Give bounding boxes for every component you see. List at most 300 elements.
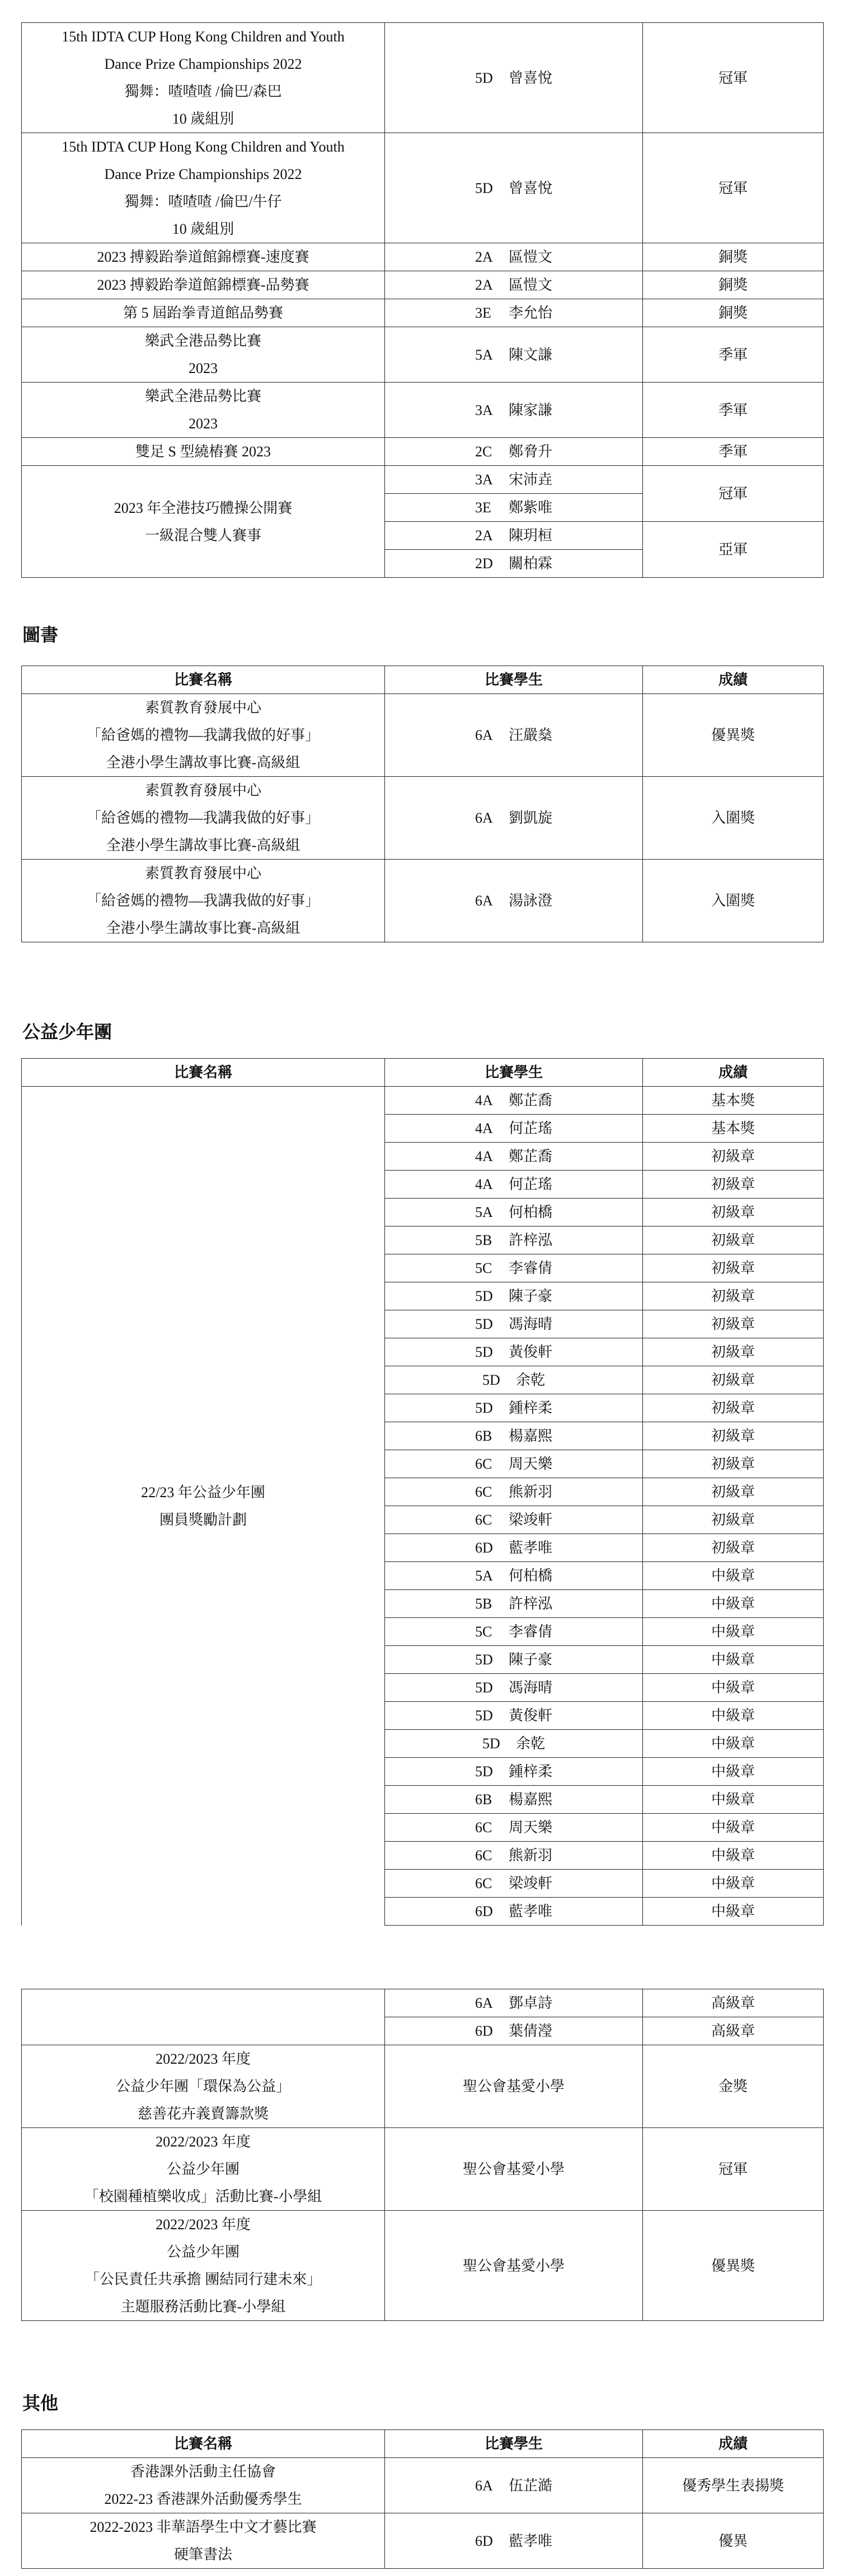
student-name: 宋沛垚	[508, 471, 552, 488]
student-name: 馮海晴	[508, 1679, 552, 1696]
result-cell: 初級章	[643, 1534, 824, 1562]
competition-name	[22, 438, 385, 466]
competition-name	[22, 2045, 385, 2128]
student-cell	[385, 550, 643, 578]
student-cell	[385, 494, 643, 522]
awards-table-sports	[21, 22, 824, 578]
text-line: 團員獎勵計劃	[159, 1511, 247, 1528]
student-cell	[385, 1562, 643, 1590]
competition-name	[22, 466, 385, 578]
result-cell: 高級章	[643, 1989, 824, 2017]
result-cell: 季軍	[643, 438, 824, 466]
result-cell: 優異獎	[643, 694, 824, 777]
result-cell: 基本獎	[643, 1115, 824, 1143]
result-cell: 優秀學生表揚獎	[643, 2458, 824, 2513]
result-cell: 入圍獎	[643, 777, 824, 860]
student-class: 5D	[482, 1735, 500, 1752]
student-cell: 聖公會基愛小學	[385, 2211, 643, 2321]
student-cell	[385, 1422, 643, 1450]
header-student: 比賽學生	[385, 2430, 643, 2458]
student-name: 曾喜悅	[508, 69, 552, 86]
text-line: 「校園種植樂收成」活動比賽-小學組	[84, 2188, 322, 2205]
student-cell	[385, 2458, 643, 2513]
header-result: 成績	[643, 666, 824, 694]
section-title-library: 圖書	[22, 624, 59, 645]
student-name: 陳文謙	[508, 346, 552, 363]
table-row	[22, 2458, 824, 2513]
text-line: 22/23 年公益少年團	[141, 1484, 265, 1501]
table-row	[22, 2128, 824, 2211]
header-row	[22, 666, 824, 694]
student-name: 陳玥桓	[508, 527, 552, 544]
student-cell	[385, 1702, 643, 1730]
text-line: 樂武全港品勢比賽	[144, 333, 261, 349]
competition-name	[22, 327, 385, 383]
result-cell: 冠軍	[643, 466, 824, 522]
student-cell	[385, 1171, 643, 1199]
student-class: 5B	[475, 1232, 492, 1248]
competition-name	[22, 860, 385, 942]
table-row	[22, 23, 824, 133]
result-cell: 初級章	[643, 1254, 824, 1282]
student-class: 5D	[475, 1400, 493, 1416]
student-name: 梁竣軒	[508, 1512, 552, 1528]
student-cell	[385, 1786, 643, 1814]
text-line: 2023 搏毅跆拳道館錦標賽-速度賽	[97, 249, 309, 265]
result-cell: 中級章	[643, 1786, 824, 1814]
student-cell	[385, 1534, 643, 1562]
awards-table-library	[21, 666, 824, 942]
table-row	[22, 271, 824, 299]
text-line: 15th IDTA CUP Hong Kong Children and Youth	[62, 139, 345, 155]
student-class: 2A	[475, 527, 493, 544]
student-class: 6A	[475, 1995, 493, 2011]
competition-name	[22, 2128, 385, 2211]
student-name: 陳家謙	[508, 402, 552, 418]
student-cell	[385, 1394, 643, 1422]
result-cell: 中級章	[643, 1842, 824, 1870]
student-name: 汪嚴燊	[508, 727, 552, 743]
competition-name	[22, 383, 385, 438]
result-cell: 中級章	[643, 1814, 824, 1842]
student-cell	[385, 1366, 643, 1394]
header-competition-name: 比賽名稱	[22, 2430, 385, 2458]
student-class: 5D	[475, 1707, 493, 1724]
student-name: 何柏橋	[508, 1204, 552, 1220]
table-row	[22, 777, 824, 860]
text-line: 全港小學生講故事比賽-高級組	[106, 920, 300, 936]
result-cell: 中級章	[643, 1898, 824, 1926]
student-class: 2C	[475, 444, 492, 460]
result-cell: 銅獎	[643, 299, 824, 327]
result-cell: 中級章	[643, 1646, 824, 1674]
student-name: 劉凱旋	[508, 810, 552, 826]
text-line: 素質教育發展中心	[144, 700, 261, 716]
student-cell	[385, 1730, 643, 1758]
table-row	[22, 299, 824, 327]
student-name: 鍾梓柔	[508, 1400, 552, 1416]
student-name: 黃俊軒	[508, 1344, 552, 1360]
competition-name	[22, 1087, 385, 1926]
student-cell	[385, 2513, 643, 2569]
result-cell: 中級章	[643, 1758, 824, 1786]
student-class: 5C	[475, 1624, 492, 1640]
student-class: 5D	[482, 1372, 500, 1388]
student-name: 楊嘉熙	[508, 1791, 552, 1808]
table-row	[22, 2211, 824, 2321]
student-class: 6B	[475, 1791, 492, 1808]
result-cell: 季軍	[643, 383, 824, 438]
student-class: 2A	[475, 249, 493, 265]
text-line: 全港小學生講故事比賽-高級組	[106, 837, 300, 853]
student-cell	[385, 243, 643, 271]
text-line: 2023	[189, 416, 218, 432]
student-name: 區愷文	[508, 277, 552, 293]
student-class: 6C	[475, 1819, 492, 1836]
student-class: 6A	[475, 2477, 493, 2494]
student-class: 5A	[475, 346, 493, 363]
student-class: 6C	[475, 1456, 492, 1472]
student-cell	[385, 327, 643, 383]
text-line: 公益少年團	[166, 2244, 239, 2260]
student-class: 5D	[475, 1288, 493, 1304]
result-cell: 中級章	[643, 1730, 824, 1758]
header-row	[22, 1059, 824, 1087]
student-cell	[385, 522, 643, 550]
student-cell	[385, 1478, 643, 1506]
student-name: 黃俊軒	[508, 1707, 552, 1724]
result-cell: 初級章	[643, 1310, 824, 1338]
student-class: 3A	[475, 471, 493, 488]
student-name: 鄭芷喬	[508, 1092, 552, 1108]
student-name: 熊新羽	[508, 1484, 552, 1500]
competition-name	[22, 1989, 385, 2045]
student-name: 李允怡	[508, 305, 552, 321]
text-line: 全港小學生講故事比賽-高級組	[106, 754, 300, 771]
student-cell	[385, 1898, 643, 1926]
header-result: 成績	[643, 1059, 824, 1087]
result-cell: 初級章	[643, 1450, 824, 1478]
student-name: 藍孝唯	[508, 2532, 552, 2549]
result-cell: 初級章	[643, 1422, 824, 1450]
result-cell: 銅獎	[643, 271, 824, 299]
student-name: 藍孝唯	[508, 1903, 552, 1919]
student-class: 6D	[475, 2023, 493, 2039]
student-name: 鍾梓柔	[508, 1763, 552, 1780]
student-class: 4A	[475, 1148, 493, 1164]
student-name: 何芷瑤	[508, 1120, 552, 1136]
text-line: 2023	[189, 360, 218, 376]
competition-name	[22, 694, 385, 777]
student-class: 5A	[475, 1204, 493, 1220]
student-cell: 聖公會基愛小學	[385, 2128, 643, 2211]
student-class: 6D	[475, 1540, 493, 1556]
table-row	[22, 133, 824, 243]
student-cell	[385, 299, 643, 327]
student-cell	[385, 1842, 643, 1870]
student-name: 許梓泓	[508, 1596, 552, 1612]
student-cell	[385, 777, 643, 860]
text-line: 素質教育發展中心	[144, 782, 261, 799]
text-line: 主題服務活動比賽-小學組	[120, 2299, 286, 2315]
student-class: 6D	[475, 1903, 493, 1919]
student-class: 6C	[475, 1847, 492, 1863]
student-cell	[385, 1310, 643, 1338]
student-class: 2A	[475, 277, 493, 293]
competition-name	[22, 2458, 385, 2513]
student-class: 5D	[475, 69, 493, 86]
result-cell: 銅獎	[643, 243, 824, 271]
student-class: 5D	[475, 1679, 493, 1696]
student-name: 湯詠澄	[508, 893, 552, 909]
student-class: 5C	[475, 1260, 492, 1276]
student-class: 2D	[475, 555, 493, 572]
table-row	[22, 243, 824, 271]
text-line: 「給爸媽的禮物—我講我做的好事」	[86, 810, 320, 826]
student-cell	[385, 1450, 643, 1478]
student-cell	[385, 1870, 643, 1898]
student-cell	[385, 1618, 643, 1646]
result-cell: 初級章	[643, 1394, 824, 1422]
awards-table-others	[21, 2429, 824, 2569]
text-line: 慈善花卉義賣籌款獎	[137, 2106, 269, 2122]
result-cell: 初級章	[643, 1143, 824, 1171]
result-cell: 中級章	[643, 1870, 824, 1898]
student-cell	[385, 438, 643, 466]
result-cell: 冠軍	[643, 2128, 824, 2211]
result-cell: 高級章	[643, 2017, 824, 2045]
student-name: 余乾	[515, 1372, 545, 1388]
student-cell	[385, 271, 643, 299]
student-class: 3E	[475, 305, 491, 321]
text-line: 2022/2023 年度	[156, 2051, 251, 2067]
text-line: Dance Prize Championships 2022	[104, 166, 302, 182]
student-cell	[385, 466, 643, 494]
result-cell: 初級章	[643, 1338, 824, 1366]
result-cell: 初級章	[643, 1282, 824, 1310]
competition-name	[22, 271, 385, 299]
text-line: 獨舞：喳喳喳 /倫巴/牛仔	[124, 194, 282, 210]
result-cell: 亞軍	[643, 522, 824, 578]
student-cell	[385, 23, 643, 133]
student-name: 李睿倩	[508, 1624, 552, 1640]
student-cell	[385, 860, 643, 942]
student-name: 何柏橋	[508, 1568, 552, 1584]
student-name: 葉倩瀅	[508, 2023, 552, 2039]
result-cell: 中級章	[643, 1590, 824, 1618]
student-class: 6A	[475, 810, 493, 826]
competition-name	[22, 299, 385, 327]
table-row	[22, 2045, 824, 2128]
result-cell: 初級章	[643, 1366, 824, 1394]
result-cell: 冠軍	[643, 23, 824, 133]
text-line: 素質教育發展中心	[144, 865, 261, 881]
text-line: 公益少年團「環保為公益」	[115, 2078, 290, 2094]
section-title-others: 其他	[22, 2393, 59, 2414]
competition-name	[22, 243, 385, 271]
text-line: 獨舞：喳喳喳 /倫巴/森巴	[124, 83, 282, 100]
student-class: 5B	[475, 1596, 492, 1612]
student-name: 陳子豪	[508, 1652, 552, 1668]
student-cell	[385, 1674, 643, 1702]
result-cell: 初級章	[643, 1478, 824, 1506]
header-competition-name: 比賽名稱	[22, 1059, 385, 1087]
student-name: 楊嘉熙	[508, 1428, 552, 1444]
student-cell	[385, 1758, 643, 1786]
result-cell: 季軍	[643, 327, 824, 383]
student-name: 曾喜悅	[508, 180, 552, 196]
student-class: 5D	[475, 180, 493, 196]
result-cell: 入圍獎	[643, 860, 824, 942]
competition-name	[22, 2211, 385, 2321]
header-student: 比賽學生	[385, 1059, 643, 1087]
text-line: 10 歲組別	[172, 221, 234, 237]
result-cell: 中級章	[643, 1674, 824, 1702]
student-name: 藍孝唯	[508, 1540, 552, 1556]
text-line: 2023 搏毅跆拳道館錦標賽-品勢賽	[97, 277, 309, 293]
student-name: 區愷文	[508, 249, 552, 265]
text-line: 一級混合雙人賽事	[144, 527, 261, 544]
header-competition-name: 比賽名稱	[22, 666, 385, 694]
table-row	[22, 694, 824, 777]
table-row	[22, 860, 824, 942]
header-student: 比賽學生	[385, 666, 643, 694]
student-cell	[385, 1590, 643, 1618]
student-cell	[385, 383, 643, 438]
student-name: 梁竣軒	[508, 1875, 552, 1891]
student-name: 鄧卓詩	[508, 1995, 552, 2011]
student-name: 鄭芷喬	[508, 1148, 552, 1164]
student-cell	[385, 1814, 643, 1842]
student-class: 5D	[475, 1652, 493, 1668]
student-class: 5D	[475, 1316, 493, 1332]
result-cell: 初級章	[643, 1226, 824, 1254]
student-name: 關柏霖	[508, 555, 552, 572]
text-line: 2023 年全港技巧體操公開賽	[114, 499, 293, 516]
text-line: 2022/2023 年度	[156, 2134, 251, 2150]
text-line: 硬筆書法	[173, 2546, 232, 2563]
result-cell: 初級章	[643, 1199, 824, 1226]
student-cell	[385, 1115, 643, 1143]
student-name: 熊新羽	[508, 1847, 552, 1863]
header-result: 成績	[643, 2430, 824, 2458]
student-class: 6B	[475, 1428, 492, 1444]
awards-table-cyc	[21, 1058, 824, 1926]
text-line: 「給爸媽的禮物—我講我做的好事」	[86, 727, 320, 743]
header-row	[22, 2430, 824, 2458]
result-cell: 初級章	[643, 1506, 824, 1534]
student-class: 6D	[475, 2532, 493, 2549]
student-class: 3A	[475, 402, 493, 418]
result-cell: 中級章	[643, 1562, 824, 1590]
result-cell: 初級章	[643, 1171, 824, 1199]
awards-table-cyc-continued	[21, 1989, 824, 2321]
table-row	[22, 1087, 824, 1115]
result-cell: 冠軍	[643, 133, 824, 243]
competition-name	[22, 23, 385, 133]
student-class: 6A	[475, 893, 493, 909]
student-class: 6A	[475, 727, 493, 743]
student-cell	[385, 1646, 643, 1674]
result-cell: 中級章	[643, 1702, 824, 1730]
text-line: 2022/2023 年度	[156, 2216, 251, 2233]
student-cell	[385, 1989, 643, 2017]
student-name: 周天樂	[508, 1456, 552, 1472]
text-line: 雙足 S 型繞樁賽 2023	[135, 444, 271, 460]
student-cell	[385, 1338, 643, 1366]
text-line: 2022-2023 非華語學生中文才藝比賽	[90, 2519, 317, 2535]
student-class: 6C	[475, 1484, 492, 1500]
table-row	[22, 2513, 824, 2569]
student-cell	[385, 1226, 643, 1254]
table-row	[22, 466, 824, 494]
student-class: 5D	[475, 1763, 493, 1780]
student-cell	[385, 2017, 643, 2045]
student-name: 李睿倩	[508, 1260, 552, 1276]
student-cell	[385, 133, 643, 243]
table-row	[22, 438, 824, 466]
result-cell: 金獎	[643, 2045, 824, 2128]
student-name: 馮海晴	[508, 1316, 552, 1332]
student-class: 5A	[475, 1568, 493, 1584]
student-name: 余乾	[515, 1735, 545, 1752]
text-line: 樂武全港品勢比賽	[144, 388, 261, 404]
text-line: Dance Prize Championships 2022	[104, 56, 302, 72]
table-row	[22, 1989, 824, 2017]
text-line: 第 5 屆跆拳青道館品勢賽	[123, 305, 283, 321]
student-cell	[385, 1254, 643, 1282]
student-name: 周天樂	[508, 1819, 552, 1836]
competition-name	[22, 2513, 385, 2569]
student-name: 許梓泓	[508, 1232, 552, 1248]
student-class: 6C	[475, 1875, 492, 1891]
table-row	[22, 327, 824, 383]
student-class: 3E	[475, 499, 491, 516]
student-class: 5D	[475, 1344, 493, 1360]
text-line: 公益少年團	[166, 2161, 239, 2177]
student-cell	[385, 1143, 643, 1171]
student-cell	[385, 694, 643, 777]
text-line: 香港課外活動主任協會	[130, 2464, 276, 2480]
text-line: 「給爸媽的禮物—我講我做的好事」	[86, 893, 320, 909]
student-class: 4A	[475, 1120, 493, 1136]
student-cell	[385, 1087, 643, 1115]
table-row	[22, 383, 824, 438]
student-name: 伍芷澔	[508, 2477, 552, 2494]
student-cell: 聖公會基愛小學	[385, 2045, 643, 2128]
result-cell: 優異獎	[643, 2211, 824, 2321]
result-cell: 中級章	[643, 1618, 824, 1646]
student-name: 鄭紫唯	[508, 499, 552, 516]
result-cell: 優異	[643, 2513, 824, 2569]
student-cell	[385, 1199, 643, 1226]
student-class: 4A	[475, 1092, 493, 1108]
student-cell	[385, 1506, 643, 1534]
competition-name	[22, 777, 385, 860]
student-name: 陳子豪	[508, 1288, 552, 1304]
student-class: 6C	[475, 1512, 492, 1528]
text-line: 2022-23 香港課外活動優秀學生	[104, 2491, 302, 2507]
result-cell: 基本獎	[643, 1087, 824, 1115]
text-line: 15th IDTA CUP Hong Kong Children and Youth	[62, 29, 345, 45]
student-name: 何芷瑤	[508, 1176, 552, 1192]
text-line: 「公民責任共承擔 團結同行建未來」	[84, 2271, 322, 2287]
section-title-community-youth-club: 公益少年團	[22, 1021, 112, 1042]
text-line: 10 歲組別	[172, 111, 234, 127]
student-class: 4A	[475, 1176, 493, 1192]
student-cell	[385, 1282, 643, 1310]
competition-name	[22, 133, 385, 243]
